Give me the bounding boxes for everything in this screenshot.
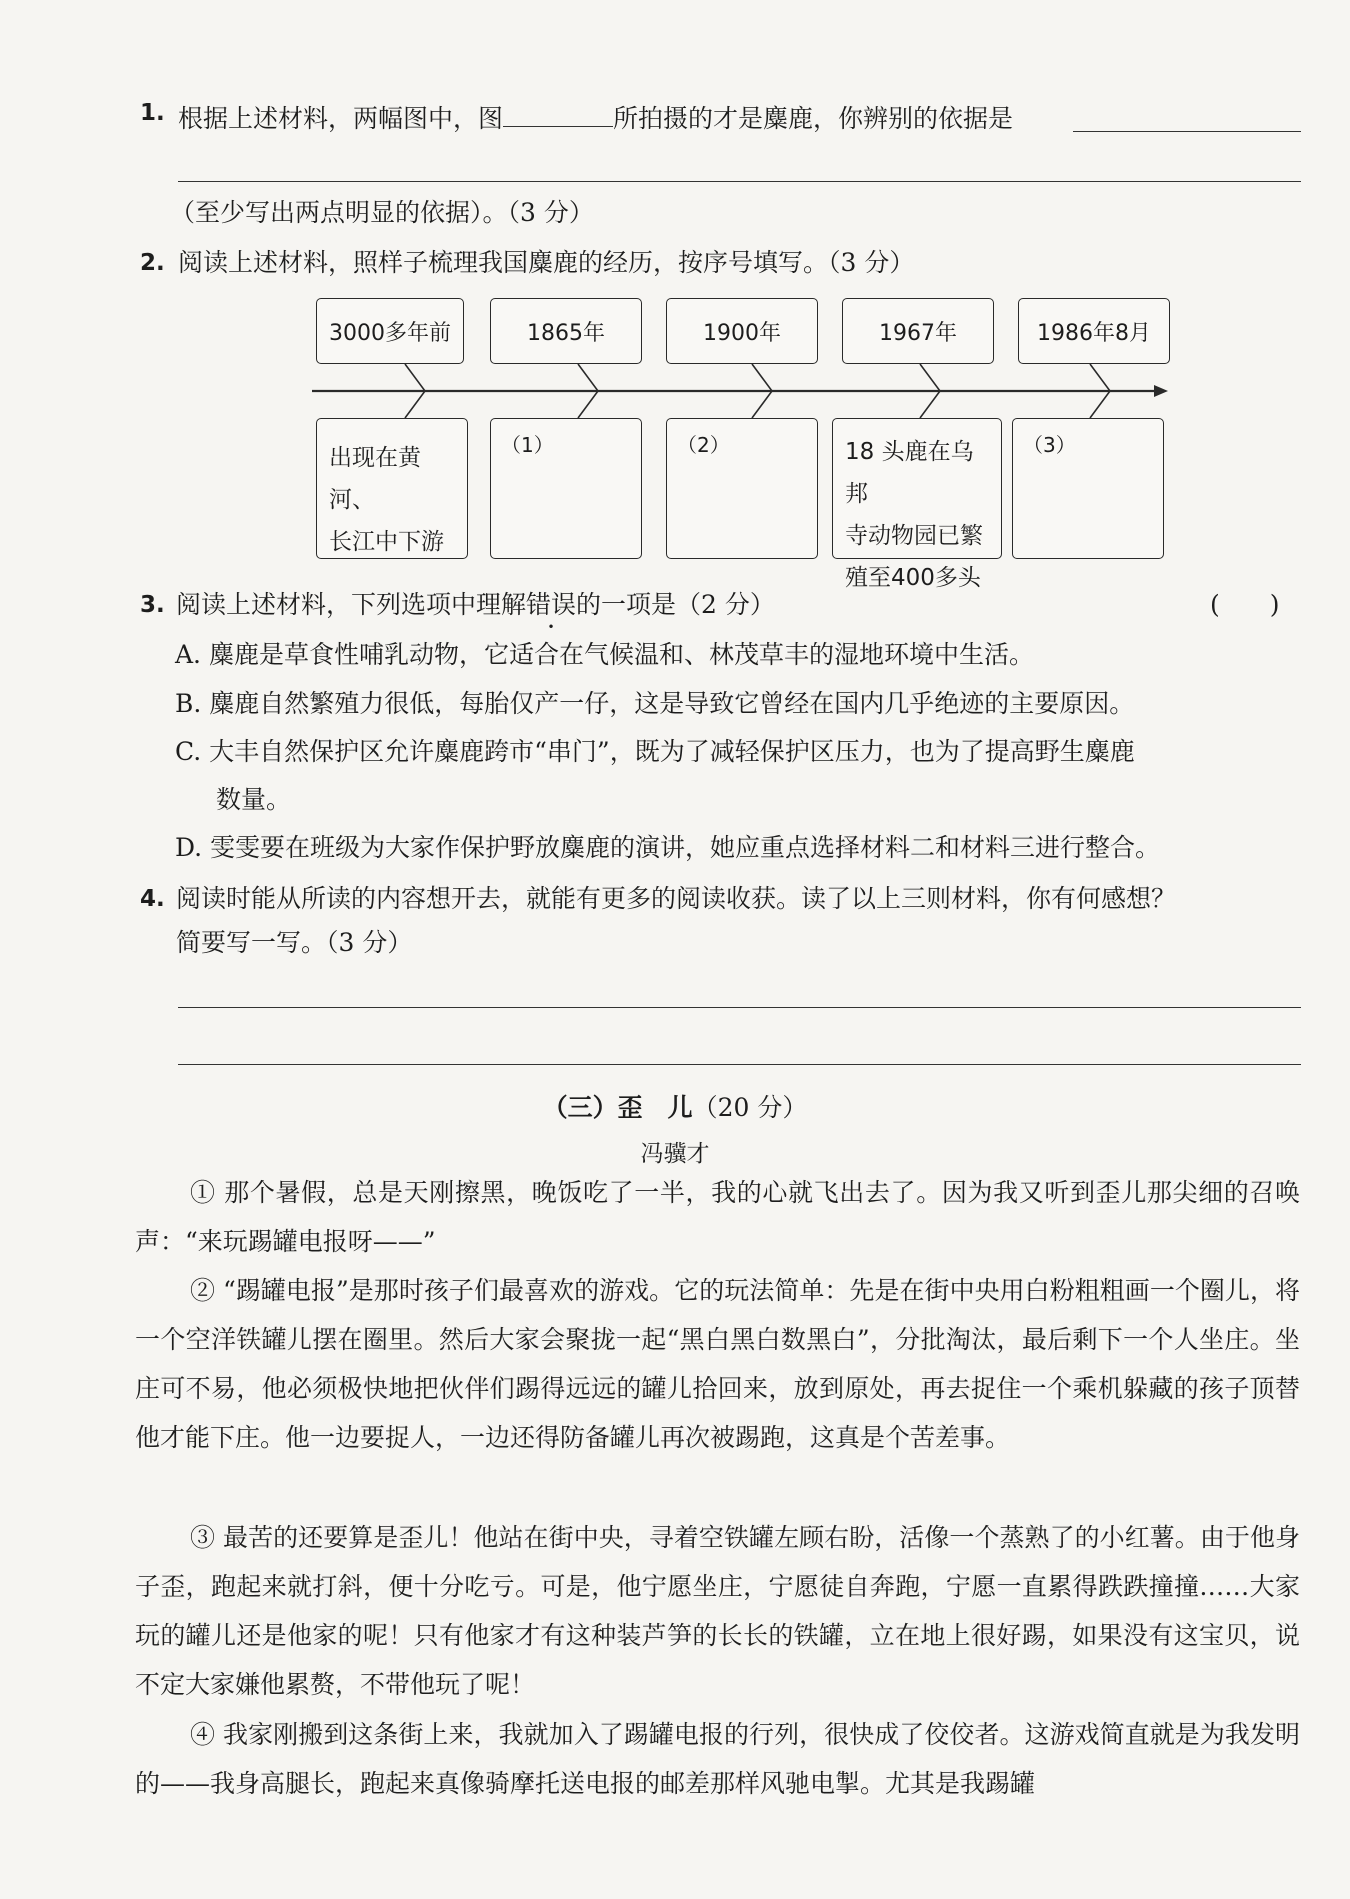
timeline-year-5: 1986年8月 [1018, 298, 1170, 364]
q2-text: 阅读上述材料，照样子梳理我国麋鹿的经历，按序号填写。（3 分） [178, 248, 915, 277]
story-paragraph-1: ① 那个暑假，总是天刚擦黑，晚饭吃了一半，我的心就飞出去了。因为我又听到歪儿那尖细的召唤声：“来玩踢罐电报呀——” [135, 1178, 1300, 1256]
q4-number: 4. [140, 886, 165, 912]
q1-text-part2: 所拍摄的才是麋鹿，你辨别的依据是 [613, 104, 1014, 133]
q2-number: 2. [140, 250, 165, 276]
section-title: （三）歪 儿 [542, 1093, 693, 1122]
timeline-year-1: 3000多年前 [316, 298, 464, 364]
q3-stem [176, 592, 775, 617]
q1-text-part1: 根据上述材料，两幅图中，图 [178, 104, 504, 133]
timeline-event-3-answer-box[interactable] [666, 418, 818, 559]
timeline-event-5-label: （3） [1023, 433, 1076, 457]
timeline-year-4: 1967年 [842, 298, 994, 364]
story-paragraph-2: ② “踢罐电报”是那时孩子们最喜欢的游戏。它的玩法简单：先是在街中央用白粉粗粗画一个圈儿，将一个空洋铁罐儿摆在圈里。然后大家会聚拢一起“黑白黑白数黑白”，分批淘汰，最后剩下一个人坐庄。坐庄可不易，他必须极快地把伙伴们踢得远远的罐儿拾回来，放到原处，再去捉住一个乘机躲藏的孩子顶替他才能下庄。他一边要捉人，一边还得防备罐儿再次被踢跑，这真是个苦差事。 [135, 1276, 1300, 1452]
q3-stem-emphasis: 错误 [526, 590, 577, 619]
timeline-event-1-line-1: 出现在黄河、 [329, 445, 421, 513]
timeline-event-5-answer-box[interactable] [1012, 418, 1164, 559]
q1-line [178, 100, 1013, 131]
story-paragraph-3: ③ 最苦的还要算是歪儿！他站在街中央，寻着空铁罐左顾右盼，活像一个蒸熟了的小红薯。由于他身子歪，跑起来就打斜，便十分吃亏。可是，他宁愿坐庄，宁愿徒自奔跑，宁愿一直累得跌跌撞撞……大家玩的罐儿还是他家的呢！只有他家才有这种装芦笋的长长的铁罐，立在地上很好踢，如果没有这宝贝，说不定大家嫌他累赘，不带他玩了呢！ [135, 1523, 1300, 1699]
q1-number: 1. [140, 100, 165, 126]
q3-option-a[interactable]: A. 麋鹿是草食性哺乳动物，它适合在气候温和、林茂草丰的湿地环境中生活。 [175, 640, 1034, 669]
timeline-event-3-label: （2） [677, 433, 730, 457]
q3-option-c-line-2: 数量。 [216, 785, 292, 814]
q4-answer-line-2[interactable] [178, 1064, 1301, 1065]
q1-note: （至少写出两点明显的依据）。（3 分） [170, 198, 594, 227]
q4-text-line-1: 阅读时能从所读的内容想开去，就能有更多的阅读收获。读了以上三则材料，你有何感想？ [176, 884, 1177, 913]
q3-stem-post: 的一项是（2 分） [576, 590, 775, 619]
q3-answer-bracket[interactable]: ( ) [1210, 590, 1280, 619]
q3-option-b[interactable]: B. 麋鹿自然繁殖力很低，每胎仅产一仔，这是导致它曾经在国内几乎绝迹的主要原因。 [175, 689, 1135, 718]
timeline-event-2-label: （1） [501, 433, 554, 457]
timeline-event-1-line-2: 长江中下游 [329, 529, 444, 555]
q3-stem-pre: 阅读上述材料，下列选项中理解 [176, 590, 527, 619]
story-paragraph-4: ④ 我家刚搬到这条街上来，我就加入了踢罐电报的行列，很快成了佼佼者。这游戏简直就是为我发明的——我身高腿长，跑起来真像骑摩托送电报的邮差那样风驰电掣。尤其是我踢罐 [135, 1720, 1300, 1798]
section-score: （20 分） [692, 1093, 808, 1122]
q4-answer-line-1[interactable] [178, 1007, 1301, 1008]
timeline-event-4-line-1: 18 头鹿在乌邦 [845, 439, 974, 507]
q4-text-line-2: 简要写一写。（3 分） [176, 928, 413, 957]
timeline-event-1 [316, 418, 468, 559]
timeline-event-4-line-3: 殖至400多头 [845, 565, 981, 591]
timeline-event-4 [832, 418, 1002, 591]
section-heading [0, 1088, 1350, 1124]
q1-blank-figure[interactable] [503, 100, 613, 127]
timeline-year-2: 1865年 [490, 298, 642, 364]
q3-option-d[interactable]: D. 雯雯要在班级为大家作保护野放麋鹿的演讲，她应重点选择材料二和材料三进行整合。 [175, 833, 1161, 862]
timeline-year-3: 1900年 [666, 298, 818, 364]
q3-option-c-line-1[interactable]: C. 大丰自然保护区允许麋鹿跨市“串门”，既为了减轻保护区压力，也为了提高野生麋鹿 [175, 737, 1135, 766]
q3-number: 3. [140, 592, 165, 618]
timeline-arrowhead [1154, 385, 1168, 397]
q1-answer-line-1[interactable] [1073, 131, 1301, 132]
timeline-event-2-answer-box[interactable] [490, 418, 642, 559]
q1-answer-line-2[interactable] [178, 181, 1301, 182]
section-author: 冯骥才 [640, 1141, 710, 1167]
timeline-event-4-line-2: 寺动物园已繁 [845, 523, 983, 549]
